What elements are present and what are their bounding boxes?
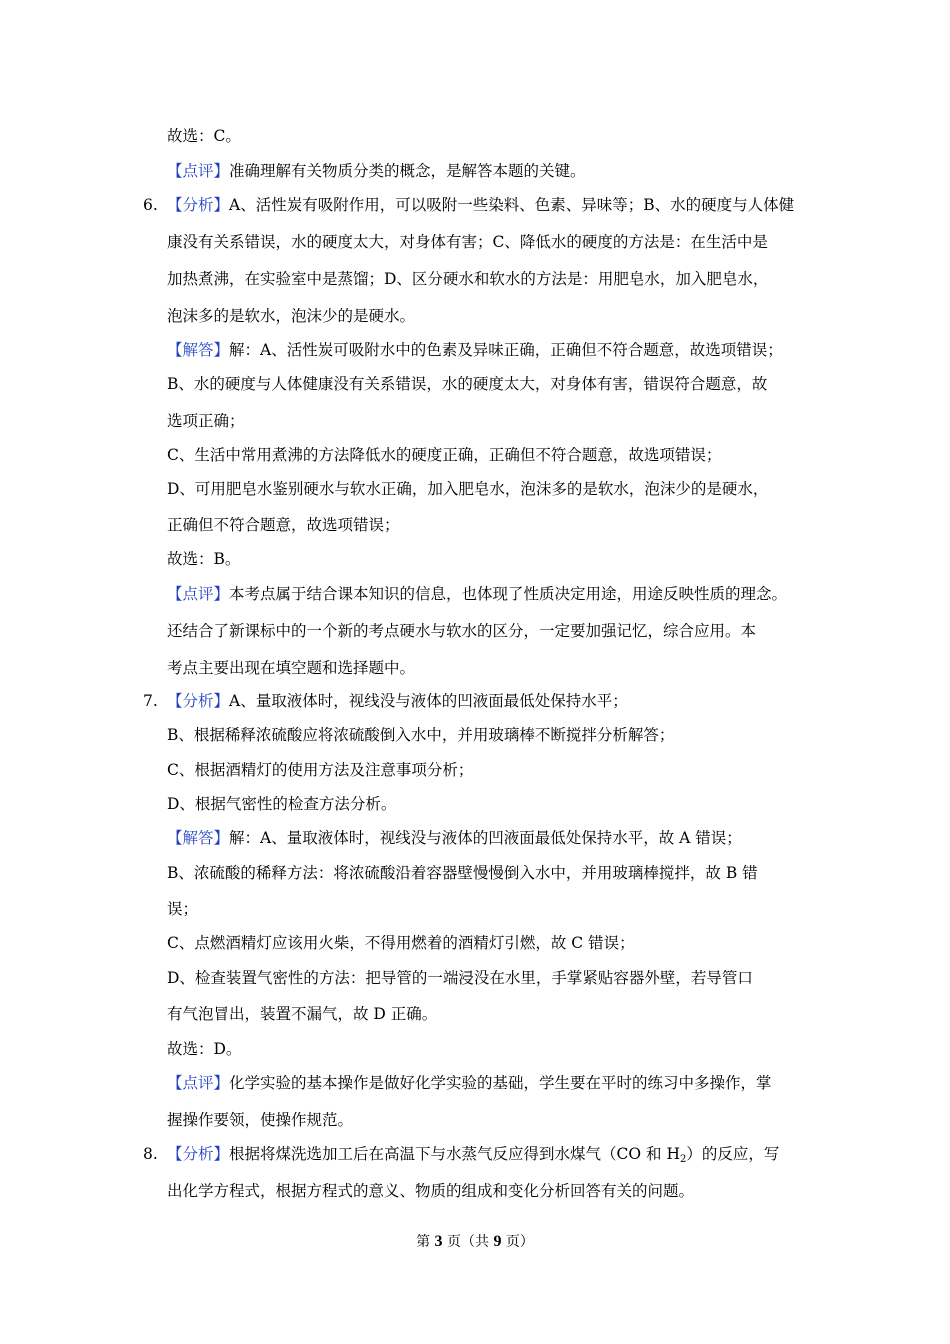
analysis-text: A、活性炭有吸附作用，可以吸附一些染料、色素、异味等；B、水的硬度与人体健 bbox=[229, 196, 795, 214]
text-line: 康没有关系错误，水的硬度太大，对身体有害；C、降低水的硬度的方法是：在生活中是 bbox=[167, 233, 768, 251]
comment-tag: 【点评】 bbox=[167, 162, 230, 180]
text-line bbox=[167, 194, 822, 216]
comment-text: 本考点属于结合课本知识的信息，也体现了性质决定用途，用途反映性质的理念。 bbox=[229, 585, 788, 603]
answer-text: 解：A、活性炭可吸附水中的色素及异味正确，正确但不符合题意，故选项错误； bbox=[229, 341, 783, 359]
text-line: 还结合了新课标中的一个新的考点硬水与软水的区分，一定要加强记忆，综合应用。本 bbox=[167, 622, 757, 640]
text-line bbox=[167, 160, 822, 182]
answer-tag: 【解答】 bbox=[167, 829, 230, 847]
text-line bbox=[167, 1143, 822, 1165]
text-line: 故选：C。 bbox=[167, 127, 241, 145]
analysis-text: 根据将煤洗选加工后在高温下与水蒸气反应得到水煤气（CO 和 H bbox=[229, 1145, 680, 1163]
text-line bbox=[167, 1072, 822, 1094]
text-line bbox=[167, 690, 822, 712]
text-line: 故选：B。 bbox=[167, 550, 241, 568]
text-line bbox=[167, 583, 822, 605]
subscript: 2 bbox=[679, 1154, 687, 1165]
text-line: B、浓硫酸的稀释方法：将浓硫酸沿着容器壁慢慢倒入水中，并用玻璃棒搅拌，故 B 错 bbox=[167, 864, 758, 882]
comment-tag: 【点评】 bbox=[167, 1074, 230, 1092]
text-line: 选项正确； bbox=[167, 412, 245, 430]
total-pages: 9 bbox=[493, 1233, 502, 1250]
analysis-tag: 【分析】 bbox=[167, 196, 230, 214]
question-number: 6. bbox=[143, 196, 158, 214]
text-line: 有气泡冒出，装置不漏气，故 D 正确。 bbox=[167, 1005, 438, 1023]
text-line: D、可用肥皂水鉴别硬水与软水正确，加入肥皂水，泡沫多的是软水，泡沫少的是硬水， bbox=[167, 480, 769, 498]
comment-tag: 【点评】 bbox=[167, 585, 230, 603]
text-line: B、水的硬度与人体健康没有关系错误，水的硬度太大，对身体有害，错误符合题意，故 bbox=[167, 375, 768, 393]
analysis-text: A、量取液体时，视线没与液体的凹液面最低处保持水平； bbox=[229, 692, 628, 710]
answer-text: 解：A、量取液体时，视线没与液体的凹液面最低处保持水平，故 A 错误； bbox=[229, 829, 742, 847]
text-line: 故选：D。 bbox=[167, 1040, 242, 1058]
text-line: 正确但不符合题意，故选项错误； bbox=[167, 516, 400, 534]
text-line: D、根据气密性的检查方法分析。 bbox=[167, 795, 397, 813]
text-line bbox=[167, 827, 822, 849]
text-line: 误； bbox=[167, 900, 199, 918]
answer-tag: 【解答】 bbox=[167, 341, 230, 359]
question-number: 7. bbox=[143, 692, 158, 710]
text-line: 加热煮沸，在实验室中是蒸馏；D、区分硬水和软水的方法是：用肥皂水，加入肥皂水， bbox=[167, 270, 769, 288]
text-line: D、检查装置气密性的方法：把导管的一端浸没在水里，手掌紧贴容器外壁，若导管口 bbox=[167, 969, 753, 987]
text-line: 握操作要领，使操作规范。 bbox=[167, 1111, 354, 1129]
analysis-tag: 【分析】 bbox=[167, 1145, 230, 1163]
comment-text: 准确理解有关物质分类的概念，是解答本题的关键。 bbox=[229, 162, 586, 180]
text-line: B、根据稀释浓硫酸应将浓硫酸倒入水中，并用玻璃棒不断搅拌分析解答； bbox=[167, 726, 675, 744]
text-line: C、生活中常用煮沸的方法降低水的硬度正确，正确但不符合题意，故选项错误； bbox=[167, 446, 722, 464]
analysis-tag: 【分析】 bbox=[167, 692, 230, 710]
question-number: 8. bbox=[143, 1145, 158, 1163]
page-footer: 第 3 页（共 9 页） bbox=[416, 1233, 534, 1250]
analysis-text: ）的反应，写 bbox=[686, 1145, 780, 1163]
text-line bbox=[167, 339, 822, 361]
text-line: 泡沫多的是软水，泡沫少的是硬水。 bbox=[167, 307, 416, 325]
text-line: 考点主要出现在填空题和选择题中。 bbox=[167, 659, 416, 677]
text-line: C、点燃酒精灯应该用火柴，不得用燃着的酒精灯引燃，故 C 错误； bbox=[167, 934, 635, 952]
text-line: C、根据酒精灯的使用方法及注意事项分析； bbox=[167, 761, 474, 779]
comment-text: 化学实验的基本操作是做好化学实验的基础，学生要在平时的练习中多操作，掌 bbox=[229, 1074, 772, 1092]
page-number: 3 bbox=[434, 1233, 443, 1250]
text-line: 出化学方程式，根据方程式的意义、物质的组成和变化分析回答有关的问题。 bbox=[167, 1182, 695, 1200]
